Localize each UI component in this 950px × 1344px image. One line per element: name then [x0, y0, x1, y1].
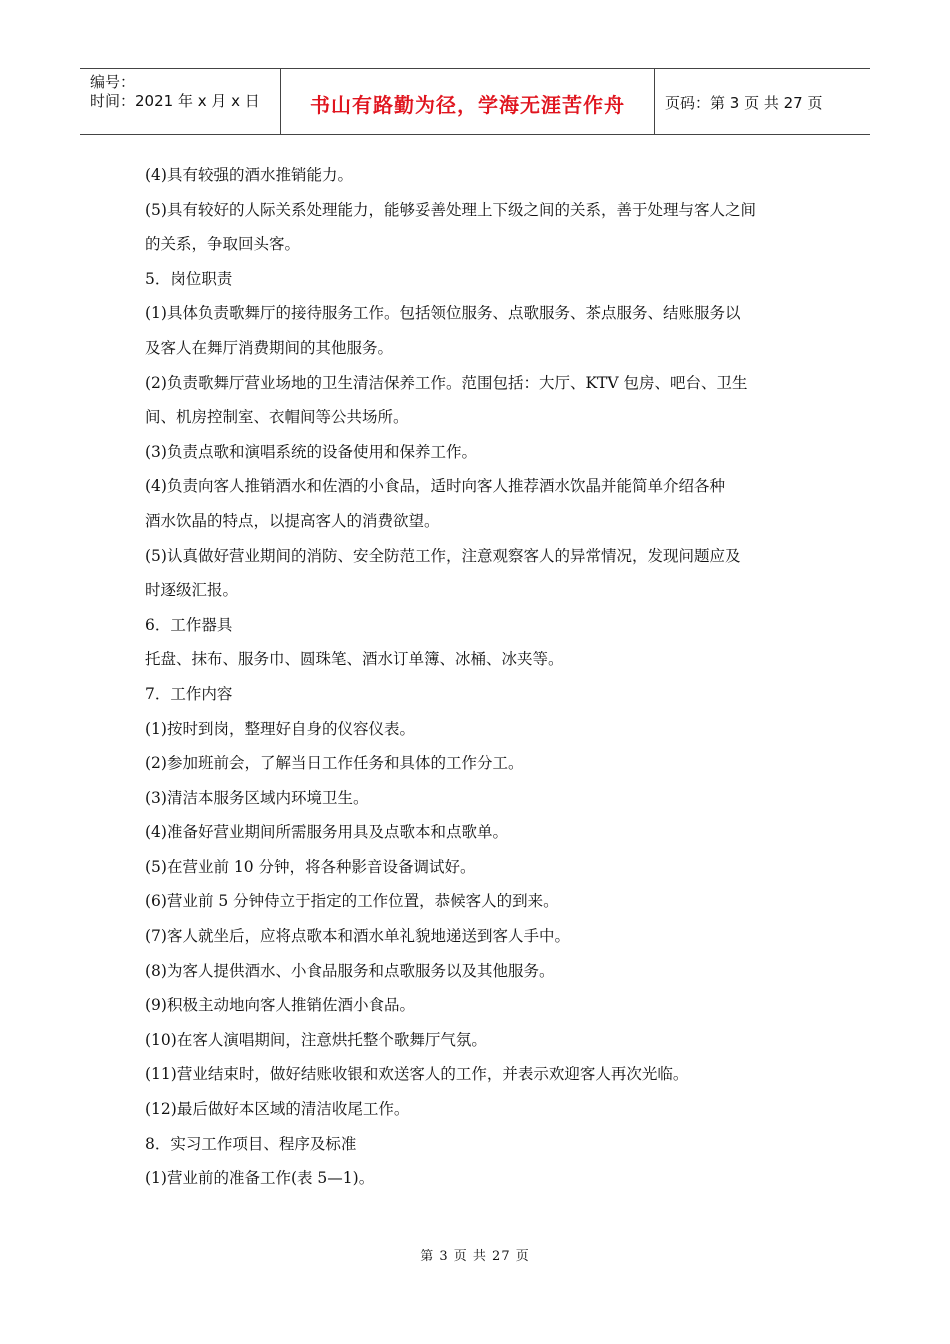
page-header	[80, 68, 870, 135]
text-line: (6)营业前 5 分钟侍立于指定的工作位置，恭候客人的到来。	[145, 892, 559, 911]
text-line: (1)按时到岗，整理好自身的仪容仪表。	[145, 719, 415, 738]
text-line: (4)具有较强的酒水推销能力。	[145, 166, 353, 184]
text-line: (8)为客人提供酒水、小食品服务和点歌服务以及其他服务。	[145, 961, 555, 980]
header-motto: 书山有路勤为径，学海无涯苦作舟	[281, 69, 655, 134]
section-heading: 7．工作内容	[145, 684, 233, 703]
text-line: 酒水饮晶的特点，以提高客人的消费欲望。	[145, 511, 440, 530]
text-line: (1)具体负责歌舞厅的接待服务工作。包括领位服务、点歌服务、茶点服务、结账服务以	[145, 304, 741, 323]
text-line: (10)在客人演唱期间，注意烘托整个歌舞厅气氛。	[145, 1030, 487, 1049]
text-line: 间、机房控制室、衣帽间等公共场所。	[145, 408, 409, 427]
text-line: (9)积极主动地向客人推销佐酒小食品。	[145, 996, 415, 1015]
text-line: 及客人在舞厅消费期间的其他服务。	[145, 338, 394, 357]
text-line: (3)清洁本服务区域内环境卫生。	[145, 788, 369, 807]
text-line: (4)准备好营业期间所需服务用具及点歌本和点歌单。	[145, 823, 508, 842]
text-line: (5)认真做好营业期间的消防、安全防范工作，注意观察客人的异常情况，发现问题应及	[145, 546, 741, 565]
document-body	[145, 158, 825, 1196]
text-line: (2)负责歌舞厅营业场地的卫生清洁保养工作。范围包括：大厅、KTV 包房、吧台、卫生	[145, 373, 748, 392]
text-line: (3)负责点歌和演唱系统的设备使用和保养工作。	[145, 442, 477, 461]
text-line: (12)最后做好本区域的清洁收尾工作。	[145, 1100, 410, 1119]
document-number-label: 编号：	[90, 73, 136, 91]
section-heading: 5．岗位职责	[145, 269, 233, 288]
text-line: 的关系，争取回头客。	[145, 235, 301, 254]
text-line: (5)具有较好的人际关系处理能力，能够妥善处理上下级之间的关系，善于处理与客人之间	[145, 200, 756, 219]
page-footer: 第 3 页 共 27 页	[420, 1249, 530, 1264]
text-line: 时逐级汇报。	[145, 581, 239, 600]
document-date: 时间：2021 年 x 月 x 日	[90, 92, 260, 110]
header-page-info: 页码：第 3 页 共 27 页	[665, 94, 823, 112]
section-heading: 8．实习工作项目、程序及标准	[145, 1134, 357, 1153]
text-line: (4)负责向客人推销酒水和佐酒的小食品，适时向客人推荐酒水饮晶并能简单介绍各种	[145, 477, 725, 496]
text-line: 托盘、抹布、服务巾、圆珠笔、酒水订单簿、冰桶、冰夹等。	[145, 650, 564, 669]
text-line: (11)营业结束时，做好结账收银和欢送客人的工作，并表示欢迎客人再次光临。	[145, 1065, 689, 1084]
header-meta	[80, 69, 281, 134]
text-line: (5)在营业前 10 分钟，将各种影音设备调试好。	[145, 857, 476, 876]
section-heading: 6．工作器具	[145, 615, 233, 634]
text-line: (7)客人就坐后，应将点歌本和酒水单礼貌地递送到客人手中。	[145, 927, 570, 946]
text-line: (2)参加班前会，了解当日工作任务和具体的工作分工。	[145, 754, 524, 773]
text-line: (1)营业前的准备工作(表 5—1)。	[145, 1169, 375, 1188]
